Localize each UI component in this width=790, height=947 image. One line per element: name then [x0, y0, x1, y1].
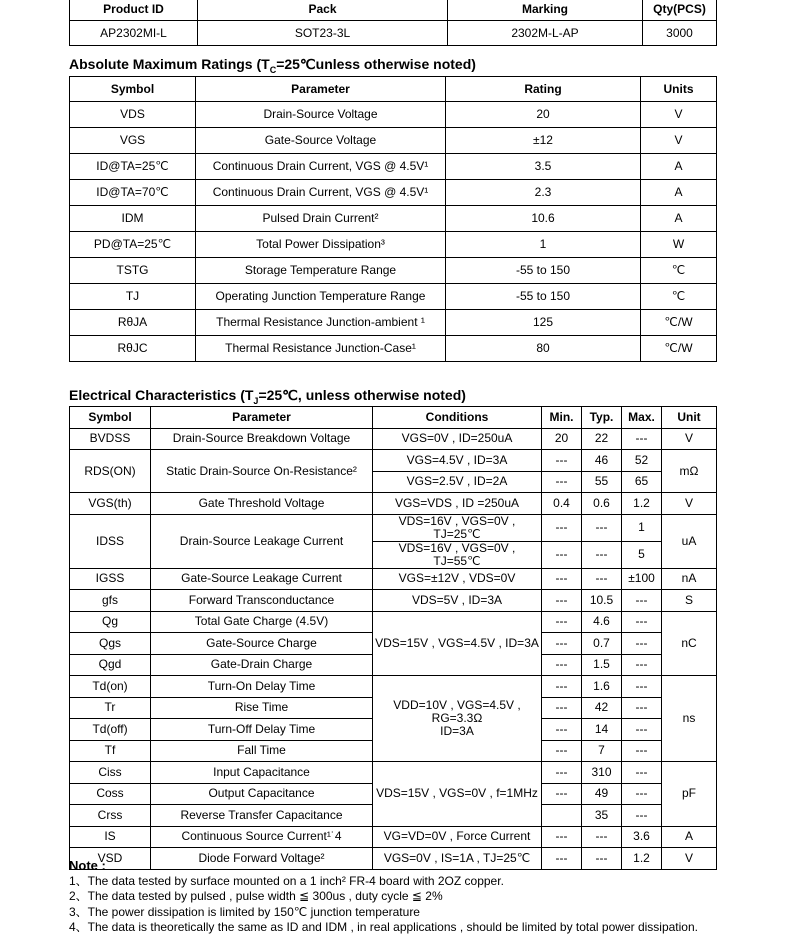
table-row: [70, 568, 717, 590]
min: ---: [542, 541, 582, 568]
symbol: Td(on): [70, 676, 151, 698]
min: ---: [542, 590, 582, 612]
table-row: [70, 102, 717, 128]
parameter: Gate-Source Leakage Current: [151, 568, 373, 590]
units: A: [641, 154, 717, 180]
min: ---: [542, 654, 582, 676]
symbol: Td(off): [70, 719, 151, 741]
min: ---: [542, 762, 582, 784]
abs-max-table: [69, 76, 717, 362]
table-row: [70, 258, 717, 284]
units: V: [641, 102, 717, 128]
abs-max-body: [70, 102, 717, 362]
symbol: ID@TA=70℃: [70, 180, 196, 206]
symbol: VSD: [70, 848, 151, 870]
parameter: Turn-Off Delay Time: [151, 719, 373, 741]
col-max: Max.: [622, 407, 662, 429]
symbol: Qg: [70, 611, 151, 633]
table-row: [70, 310, 717, 336]
symbol: TSTG: [70, 258, 196, 284]
conditions: VGS=0V , ID=250uA: [373, 428, 542, 450]
product-id: AP2302MI-L: [70, 21, 198, 46]
condition-line: ID=3A: [440, 724, 474, 738]
max: ±100: [622, 568, 662, 590]
typ: 14: [582, 719, 622, 741]
conditions: [373, 676, 542, 762]
units: ℃: [641, 258, 717, 284]
typ: 1.6: [582, 676, 622, 698]
typ: ---: [582, 514, 622, 541]
min: ---: [542, 719, 582, 741]
rating: 80: [446, 336, 641, 362]
max: ---: [622, 783, 662, 805]
parameter: Gate Threshold Voltage: [151, 493, 373, 515]
typ: 49: [582, 783, 622, 805]
min: ---: [542, 471, 582, 493]
conditions: VDS=15V , VGS=0V , f=1MHz: [373, 762, 542, 827]
min: ---: [542, 848, 582, 870]
min: ---: [542, 611, 582, 633]
table-row: [70, 611, 717, 633]
conditions: VGS=0V , IS=1A , TJ=25℃: [373, 848, 542, 870]
symbol: Coss: [70, 783, 151, 805]
table-row: [70, 154, 717, 180]
max: ---: [622, 611, 662, 633]
parameter: Continuous Drain Current, VGS @ 4.5V¹: [196, 154, 446, 180]
symbol: Ciss: [70, 762, 151, 784]
col-parameter: Parameter: [196, 77, 446, 102]
unit: mΩ: [662, 450, 717, 493]
parameter: Pulsed Drain Current²: [196, 206, 446, 232]
table-row: [70, 514, 717, 541]
min: ---: [542, 676, 582, 698]
max: 1.2: [622, 493, 662, 515]
max: ---: [622, 719, 662, 741]
typ: ---: [582, 541, 622, 568]
col-symbol: Symbol: [70, 407, 151, 429]
symbol: VDS: [70, 102, 196, 128]
units: ℃: [641, 284, 717, 310]
symbol: TJ: [70, 284, 196, 310]
min: 20: [542, 428, 582, 450]
condition-line: RG=3.3Ω: [431, 711, 483, 725]
parameter: Input Capacitance: [151, 762, 373, 784]
min: ---: [542, 633, 582, 655]
max: ---: [622, 805, 662, 827]
elec-title: Electrical Characteristics ($T_J=25℃$, unless otherwise noted): [69, 387, 466, 406]
symbol: Tf: [70, 740, 151, 762]
symbol: Tr: [70, 697, 151, 719]
typ: 10.5: [582, 590, 622, 612]
notes-heading: Note :: [69, 858, 106, 873]
symbol: RθJC: [70, 336, 196, 362]
table-row: [70, 676, 717, 698]
symbol: IDM: [70, 206, 196, 232]
units: A: [641, 206, 717, 232]
max: ---: [622, 676, 662, 698]
rating: 20: [446, 102, 641, 128]
min: ---: [542, 826, 582, 848]
table-row: [70, 428, 717, 450]
typ: ---: [582, 826, 622, 848]
max: 1.2: [622, 848, 662, 870]
typ: 55: [582, 471, 622, 493]
parameter: Operating Junction Temperature Range: [196, 284, 446, 310]
parameter: Drain-Source Breakdown Voltage: [151, 428, 373, 450]
table-row: [70, 493, 717, 515]
parameter: Turn-On Delay Time: [151, 676, 373, 698]
col-marking: Marking: [448, 0, 643, 21]
symbol: Qgs: [70, 633, 151, 655]
qty: 3000: [643, 21, 717, 46]
table-row: [70, 180, 717, 206]
units: ℃/W: [641, 310, 717, 336]
parameter: Thermal Resistance Junction-ambient ¹: [196, 310, 446, 336]
rating: 1: [446, 232, 641, 258]
max: ---: [622, 697, 662, 719]
parameter: Static Drain-Source On-Resistance²: [151, 450, 373, 493]
symbol: IDSS: [70, 514, 151, 568]
max: 65: [622, 471, 662, 493]
conditions: VDS=15V , VGS=4.5V , ID=3A: [373, 611, 542, 676]
parameter: Storage Temperature Range: [196, 258, 446, 284]
notes: [69, 858, 698, 936]
parameter: Continuous Drain Current, VGS @ 4.5V¹: [196, 180, 446, 206]
rating: 125: [446, 310, 641, 336]
parameter: Drain-Source Voltage: [196, 102, 446, 128]
col-unit: Unit: [662, 407, 717, 429]
symbol: RθJA: [70, 310, 196, 336]
unit: S: [662, 590, 717, 612]
marking: 2302M-L-AP: [448, 21, 643, 46]
symbol: BVDSS: [70, 428, 151, 450]
conditions: VGS=4.5V , ID=3A: [373, 450, 542, 472]
table-row: [70, 206, 717, 232]
min: ---: [542, 697, 582, 719]
typ: 22: [582, 428, 622, 450]
pack: SOT23-3L: [198, 21, 448, 46]
parameter: Total Power Dissipation³: [196, 232, 446, 258]
conditions: VDS=16V , VGS=0V , TJ=25℃: [373, 514, 542, 541]
conditions: VG=VD=0V , Force Current: [373, 826, 542, 848]
col-typ: Typ.: [582, 407, 622, 429]
parameter: Gate-Drain Charge: [151, 654, 373, 676]
unit: ns: [662, 676, 717, 762]
parameter: Forward Transconductance: [151, 590, 373, 612]
typ: 35: [582, 805, 622, 827]
min: 0.4: [542, 493, 582, 515]
table-row: [70, 232, 717, 258]
units: W: [641, 232, 717, 258]
min: ---: [542, 740, 582, 762]
unit: V: [662, 428, 717, 450]
unit: A: [662, 826, 717, 848]
table-row: [70, 762, 717, 784]
typ: 1.5: [582, 654, 622, 676]
rating: ±12: [446, 128, 641, 154]
symbol: RDS(ON): [70, 450, 151, 493]
table-row: [70, 826, 717, 848]
max: ---: [622, 654, 662, 676]
unit: nC: [662, 611, 717, 676]
col-qty: Qty(PCS): [643, 0, 717, 21]
unit: V: [662, 848, 717, 870]
conditions: VDS=5V , ID=3A: [373, 590, 542, 612]
conditions: VGS=±12V , VDS=0V: [373, 568, 542, 590]
parameter: Rise Time: [151, 697, 373, 719]
col-parameter: Parameter: [151, 407, 373, 429]
max: 5: [622, 541, 662, 568]
min: ---: [542, 450, 582, 472]
symbol: PD@TA=25℃: [70, 232, 196, 258]
rating: 2.3: [446, 180, 641, 206]
note-item: 1、The data tested by surface mounted on a 1 inch² FR-4 board with 2OZ copper.: [69, 873, 504, 888]
max: 1: [622, 514, 662, 541]
unit: pF: [662, 762, 717, 827]
rating: -55 to 150: [446, 258, 641, 284]
conditions: VGS=2.5V , ID=2A: [373, 471, 542, 493]
symbol: Crss: [70, 805, 151, 827]
symbol: gfs: [70, 590, 151, 612]
symbol: VGS: [70, 128, 196, 154]
max: ---: [622, 762, 662, 784]
parameter: Output Capacitance: [151, 783, 373, 805]
typ: 42: [582, 697, 622, 719]
typ: 7: [582, 740, 622, 762]
col-units: Units: [641, 77, 717, 102]
units: A: [641, 180, 717, 206]
typ: 310: [582, 762, 622, 784]
typ: ---: [582, 848, 622, 870]
note-item: 4、The data is theoretically the same as ID and IDM , in real applications , should be limited by total power dissipation.: [69, 920, 698, 934]
note-item: 3、The power dissipation is limited by 150℃ junction temperature: [69, 904, 420, 919]
max: ---: [622, 428, 662, 450]
parameter: Gate-Source Voltage: [196, 128, 446, 154]
unit: V: [662, 493, 717, 515]
typ: 46: [582, 450, 622, 472]
parameter: Thermal Resistance Junction-Case¹: [196, 336, 446, 362]
col-symbol: Symbol: [70, 77, 196, 102]
condition-line: VDD=10V , VGS=4.5V ,: [393, 698, 521, 712]
symbol: ID@TA=25℃: [70, 154, 196, 180]
note-item: 2、The data tested by pulsed , pulse width ≦ 300us , duty cycle ≦ 2%: [69, 889, 443, 903]
table-row: [70, 336, 717, 362]
table-row: [70, 284, 717, 310]
parameter: Fall Time: [151, 740, 373, 762]
typ: ---: [582, 568, 622, 590]
rating: 3.5: [446, 154, 641, 180]
conditions: VDS=16V , VGS=0V , TJ=55℃: [373, 541, 542, 568]
min: ---: [542, 568, 582, 590]
col-conditions: Conditions: [373, 407, 542, 429]
col-pack: Pack: [198, 0, 448, 21]
parameter: Gate-Source Charge: [151, 633, 373, 655]
parameter: Continuous Source Current¹˙4: [151, 826, 373, 848]
min: ---: [542, 783, 582, 805]
unit: uA: [662, 514, 717, 568]
col-product-id: Product ID: [70, 0, 198, 21]
col-rating: Rating: [446, 77, 641, 102]
typ: 0.6: [582, 493, 622, 515]
col-min: Min.: [542, 407, 582, 429]
min: [542, 805, 582, 827]
max: 3.6: [622, 826, 662, 848]
elec-table: [69, 406, 717, 870]
min: ---: [542, 514, 582, 541]
package-table: [69, 0, 717, 46]
table-row: [70, 21, 717, 46]
max: ---: [622, 590, 662, 612]
parameter: Reverse Transfer Capacitance: [151, 805, 373, 827]
table-row: [70, 450, 717, 472]
symbol: Qgd: [70, 654, 151, 676]
symbol: IS: [70, 826, 151, 848]
abs-max-title: Absolute Maximum Ratings ($T_C=25℃unless$ otherwise noted): [69, 56, 476, 75]
unit: nA: [662, 568, 717, 590]
table-row: [70, 590, 717, 612]
table-row: [70, 128, 717, 154]
rating: 10.6: [446, 206, 641, 232]
parameter: Total Gate Charge (4.5V): [151, 611, 373, 633]
symbol: VGS(th): [70, 493, 151, 515]
conditions: VGS=VDS , ID =250uA: [373, 493, 542, 515]
parameter: Drain-Source Leakage Current: [151, 514, 373, 568]
typ: 4.6: [582, 611, 622, 633]
typ: 0.7: [582, 633, 622, 655]
units: V: [641, 128, 717, 154]
parameter: Diode Forward Voltage²: [151, 848, 373, 870]
rating: -55 to 150: [446, 284, 641, 310]
units: ℃/W: [641, 336, 717, 362]
symbol: IGSS: [70, 568, 151, 590]
max: 52: [622, 450, 662, 472]
max: ---: [622, 740, 662, 762]
max: ---: [622, 633, 662, 655]
